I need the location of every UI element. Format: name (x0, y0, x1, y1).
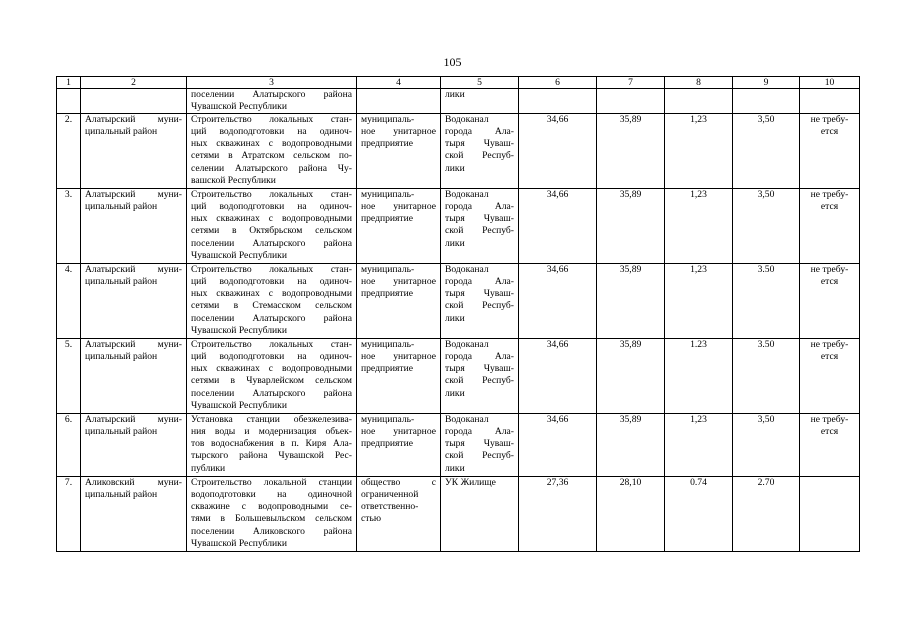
cell-operator (441, 264, 519, 339)
text-line: муниципаль- (361, 189, 415, 201)
column-header: 1 (57, 77, 81, 89)
cell-value: 34,66 (519, 189, 597, 264)
cell-project (187, 339, 357, 414)
cell-requirement (800, 114, 860, 189)
cell-value: 2.70 (733, 477, 800, 552)
cell-number: 4. (57, 264, 81, 339)
column-header: 10 (800, 77, 860, 89)
text-line: Алатырский муни- (85, 264, 182, 276)
cell-operator (441, 414, 519, 477)
text-line: Чувашской Республики (191, 537, 287, 549)
text-line: тыря Чуваш- (445, 288, 514, 300)
cell-owner (357, 414, 441, 477)
page-number: 105 (443, 55, 462, 69)
text-line: Водоканал (445, 189, 489, 201)
text-line: поселении Алатырского района (191, 387, 352, 399)
text-line: сетями в Октябрьском сельском (191, 225, 352, 237)
cell-operator (441, 89, 519, 114)
text-line: вашской Республики (191, 174, 276, 186)
table-row (57, 414, 860, 477)
cell-requirement (800, 339, 860, 414)
cell-project (187, 189, 357, 264)
text-line: ской Респуб- (445, 300, 514, 312)
cell-municipality (81, 339, 187, 414)
text-line: скважине с водопроводными се- (191, 501, 352, 513)
cell-operator (441, 114, 519, 189)
cell-municipality (81, 414, 187, 477)
cell-value (733, 89, 800, 114)
column-header: 7 (597, 77, 665, 89)
cell-value: 3,50 (733, 414, 800, 477)
cell-value: 3,50 (733, 114, 800, 189)
text-line: ется (820, 351, 839, 363)
text-line: ное унитарное (361, 351, 436, 363)
text-line: сетями в Чуварлейском сельском (191, 375, 352, 387)
text-line: города Ала- (445, 426, 514, 438)
cell-number: 3. (57, 189, 81, 264)
cell-value: 35,89 (597, 414, 665, 477)
text-line: муниципаль- (361, 264, 415, 276)
text-line: предприятие (361, 363, 414, 375)
text-line: поселении Алатырского района (191, 312, 352, 324)
text-line: ций водоподготовки на одиноч- (191, 351, 352, 363)
text-line: сетями в Стемасском сельском (191, 300, 352, 312)
text-line: ограниченной (361, 489, 419, 501)
text-line: ципальный район (85, 351, 158, 363)
cell-municipality (81, 264, 187, 339)
cell-project (187, 89, 357, 114)
text-line: Строительство локальных стан- (191, 339, 352, 351)
column-header: 3 (187, 77, 357, 89)
cell-requirement (800, 264, 860, 339)
text-line: ных скважинах с водопроводными (191, 138, 352, 150)
table-row (57, 477, 860, 552)
continuation-row (57, 89, 860, 114)
cell-value: 35,89 (597, 114, 665, 189)
text-line: города Ала- (445, 126, 514, 138)
text-line: Алатырский муни- (85, 414, 182, 426)
text-line: предприятие (361, 138, 414, 150)
text-line: ется (820, 201, 839, 213)
text-line: ципальный район (85, 201, 158, 213)
cell-requirement (800, 414, 860, 477)
text-line: ций водоподготовки на одиноч- (191, 201, 352, 213)
text-line: ных скважинах с водопроводными (191, 363, 352, 375)
text-line: города Ала- (445, 201, 514, 213)
cell-project (187, 414, 357, 477)
table-row (57, 189, 860, 264)
text-line: Водоканал (445, 264, 489, 276)
text-line: ской Респуб- (445, 450, 514, 462)
column-header: 9 (733, 77, 800, 89)
text-line: лики (445, 312, 465, 324)
cell-value: 0.74 (665, 477, 733, 552)
text-line: тыря Чуваш- (445, 138, 514, 150)
cell-value: 34,66 (519, 264, 597, 339)
cell-number: 2. (57, 114, 81, 189)
text-line: предприятие (361, 288, 414, 300)
cell-value: 35,89 (597, 339, 665, 414)
text-line: тыря Чуваш- (445, 363, 514, 375)
text-line: Водоканал (445, 114, 489, 126)
text-line: тями в Большевыльском сельском (191, 513, 352, 525)
text-line: ное унитарное (361, 276, 436, 288)
column-number-row (57, 77, 860, 89)
cell-owner (357, 89, 441, 114)
cell-value: 3,50 (733, 189, 800, 264)
cell-value (665, 89, 733, 114)
text-line: не требу- (810, 114, 849, 126)
cell-project (187, 114, 357, 189)
cell-municipality (81, 89, 187, 114)
cell-value: 27,36 (519, 477, 597, 552)
text-line: Установка станции обезжелезива- (191, 414, 352, 426)
text-line: муниципаль- (361, 114, 415, 126)
text-line: предприятие (361, 213, 414, 225)
text-line: ской Респуб- (445, 225, 514, 237)
table-row (57, 264, 860, 339)
text-line: Чувашской Республики (191, 249, 287, 261)
text-line: лики (445, 89, 465, 100)
cell-value: 1.23 (665, 339, 733, 414)
text-line: ное унитарное (361, 201, 436, 213)
text-line: Строительство локальных стан- (191, 189, 352, 201)
cell-requirement (800, 89, 860, 114)
text-line: Водоканал (445, 339, 489, 351)
text-line: сетями в Атратском сельском по- (191, 150, 352, 162)
text-line: поселении Алатырского района (191, 237, 352, 249)
cell-value: 34,66 (519, 339, 597, 414)
cell-number: 6. (57, 414, 81, 477)
cell-value: 34,66 (519, 114, 597, 189)
text-line: публики (191, 462, 226, 474)
text-line: ется (820, 276, 839, 288)
text-line: Строительство локальной станции (191, 477, 352, 489)
text-line: селении Алатырского района Чу- (191, 162, 352, 174)
text-line: ное унитарное (361, 426, 436, 438)
text-line: Аликовский муни- (85, 477, 182, 489)
text-line: общество с (361, 477, 436, 489)
cell-project (187, 264, 357, 339)
text-line: не требу- (810, 189, 849, 201)
text-line: водоподготовки на одиночной (191, 489, 352, 501)
text-line: ное унитарное (361, 126, 436, 138)
column-header: 4 (357, 77, 441, 89)
column-header: 6 (519, 77, 597, 89)
cell-requirement (800, 477, 860, 552)
text-line: Водоканал (445, 414, 489, 426)
text-line: тыря Чуваш- (445, 438, 514, 450)
text-line: тырского района Чувашской Рес- (191, 450, 352, 462)
text-line: Строительство локальных стан- (191, 114, 352, 126)
text-line: лики (445, 237, 465, 249)
text-line: тов водоснабжения в п. Киря Ала- (191, 438, 352, 450)
cell-owner (357, 114, 441, 189)
text-line: не требу- (810, 339, 849, 351)
text-line: ций водоподготовки на одиноч- (191, 126, 352, 138)
table-row (57, 114, 860, 189)
text-line: лики (445, 162, 465, 174)
text-line: ципальный район (85, 126, 158, 138)
cell-requirement (800, 189, 860, 264)
text-line: тыря Чуваш- (445, 213, 514, 225)
text-line: ных скважинах с водопроводными (191, 213, 352, 225)
cell-operator (441, 339, 519, 414)
cell-operator (441, 189, 519, 264)
text-line: Чувашской Республики (191, 101, 287, 113)
cell-owner (357, 264, 441, 339)
text-line: Алатырский муни- (85, 114, 182, 126)
cell-value: 1,23 (665, 414, 733, 477)
cell-value: 3.50 (733, 339, 800, 414)
text-line: города Ала- (445, 351, 514, 363)
text-line: ципальный район (85, 276, 158, 288)
cell-value: 1,23 (665, 114, 733, 189)
text-line: ных скважинах с водопроводными (191, 288, 352, 300)
text-line: ской Респуб- (445, 375, 514, 387)
cell-municipality (81, 114, 187, 189)
cell-value: 1,23 (665, 264, 733, 339)
cell-project (187, 477, 357, 552)
cell-municipality (81, 189, 187, 264)
cell-owner (357, 477, 441, 552)
text-line: ций водоподготовки на одиноч- (191, 276, 352, 288)
column-header: 8 (665, 77, 733, 89)
cell-number: 5. (57, 339, 81, 414)
text-line: лики (445, 462, 465, 474)
projects-table (56, 76, 860, 552)
text-line: ется (820, 426, 839, 438)
text-line: ской Респуб- (445, 150, 514, 162)
text-line: не требу- (810, 264, 849, 276)
text-line: Строительство локальных стан- (191, 264, 352, 276)
text-line: УК Жилище (445, 477, 496, 489)
cell-value (519, 89, 597, 114)
cell-value: 3.50 (733, 264, 800, 339)
text-line: ответственно- (361, 501, 419, 513)
column-header: 5 (441, 77, 519, 89)
table-row (57, 339, 860, 414)
cell-owner (357, 339, 441, 414)
text-line: не требу- (810, 414, 849, 426)
text-line: ется (820, 126, 839, 138)
cell-value: 35,89 (597, 264, 665, 339)
text-line: муниципаль- (361, 414, 415, 426)
text-line: предприятие (361, 438, 414, 450)
text-line: Алатырский муни- (85, 189, 182, 201)
text-line: Чувашской Республики (191, 324, 287, 336)
text-line: Алатырский муни- (85, 339, 182, 351)
cell-value: 1,23 (665, 189, 733, 264)
text-line: поселении Аликовского района (191, 525, 352, 537)
cell-value: 28,10 (597, 477, 665, 552)
cell-operator (441, 477, 519, 552)
cell-number (57, 89, 81, 114)
cell-municipality (81, 477, 187, 552)
cell-value: 35,89 (597, 189, 665, 264)
cell-value: 34,66 (519, 414, 597, 477)
text-line: поселении Алатырского района (191, 89, 352, 100)
cell-owner (357, 189, 441, 264)
text-line: лики (445, 387, 465, 399)
cell-number: 7. (57, 477, 81, 552)
text-line: муниципаль- (361, 339, 415, 351)
text-line: города Ала- (445, 276, 514, 288)
text-line: Чувашской Республики (191, 399, 287, 411)
column-header: 2 (81, 77, 187, 89)
text-line: ния воды и модернизация объек- (191, 426, 352, 438)
cell-value (597, 89, 665, 114)
text-line: ципальный район (85, 426, 158, 438)
text-line: ципальный район (85, 489, 158, 501)
text-line: стью (361, 513, 381, 525)
